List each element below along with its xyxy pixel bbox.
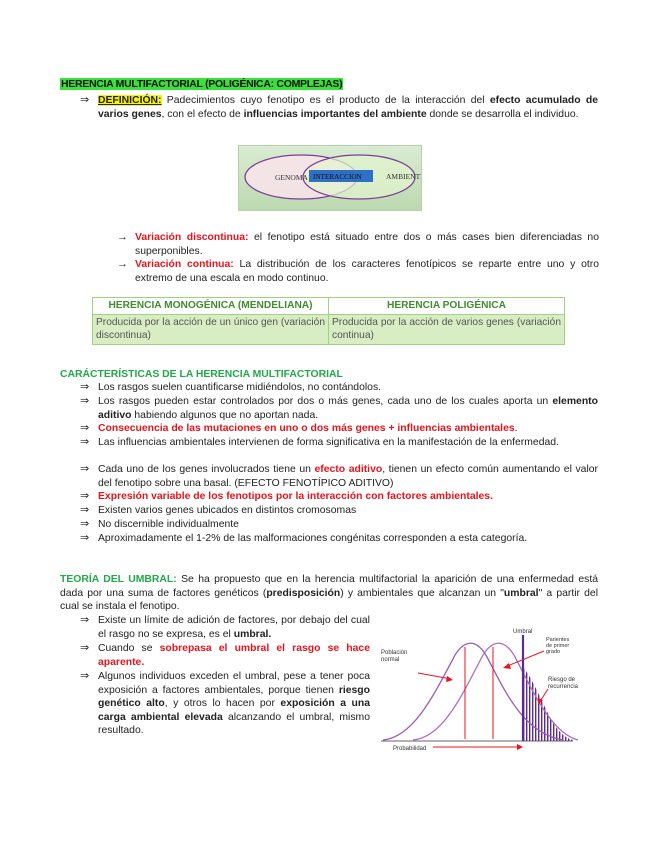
population-pointer [418,673,451,679]
threshold-heading: TEORÍA DEL UMBRAL: [60,574,177,585]
ambiente-label: AMBIENTE [386,172,421,181]
definition-label: DEFINICIÓN: [98,95,162,106]
table-row [93,314,565,344]
poblacion-label-1: Población [381,650,408,656]
parientes-label-2: de primer [546,643,570,649]
table-header-cell: HERENCIA MONOGÉNICA (MENDELIANA) [93,298,329,315]
double-arrow-icon: ⇒ [80,436,90,448]
double-arrow-icon: ⇒ [80,94,90,106]
threshold-distribution-figure [373,627,583,752]
list-item: ⇒ Los rasgos suelen cuantificarse midiéndolos, no contándolos. [80,381,382,393]
genome-environment-diagram [238,145,422,211]
list-item: ⇒ Algunos individuos exceden el umbral, pese a tener poca exposición a factores ambientales, porque tienen riesgo genético alto, y otros lo hacen por exposición a una carga ambiental elevada alcanzando el umbral, mismo resultado. [80,670,370,736]
double-arrow-icon: ⇒ [80,614,90,626]
double-arrow-icon: ⇒ [80,422,90,434]
list-item: ⇒ Los rasgos pueden estar controlados por dos o más genes, cada uno de los cuales aporta un elemento aditivo habiendo algunos que no aportan nada. [80,395,598,421]
table-cell: Producida por la acción de varios genes (variación continua) [329,314,565,344]
list-item: ⇒ Cuando se sobrepasa el umbral el rasgo se hace aparente. [80,642,370,668]
list-item: ⇒ Aproximadamente el 1-2% de las malformaciones congénitas corresponden a esta categoría. [80,532,528,544]
parientes-label-1: Parientes [546,637,570,643]
arrow-icon: → [117,231,128,243]
double-arrow-icon: ⇒ [80,518,90,530]
probability-arrow-icon [517,744,523,750]
list-item: ⇒ Existen varios genes ubicados en distintos cromosomas [80,504,357,516]
variation-continuous: → Variación continua: La distribución de los caracteres fenotípicos se reparte entre uno y otro extremo de una escala en modo continuo. [117,258,599,284]
definition-item: ⇒ DEFINICIÓN: Padecimientos cuyo fenotipo es el producto de la interacción del efecto acumulado de varios genes, con el efecto de influencias importantes del ambiente donde se desarrolla el individuo. [80,94,599,120]
relatives-arrow-icon [503,663,511,669]
riesgo-label-1: Riesgo de [548,677,576,683]
umbral-label: Umbral [513,629,533,635]
poblacion-label-2: normal [381,657,400,663]
double-arrow-icon: ⇒ [80,490,90,502]
list-item: ⇒ Cada uno de los genes involucrados tiene un efecto aditivo, tienen un efecto común aumentando el valor del fenotipo sobre una basal. (EFECTO FENOTÍPICO ADITIVO) [80,463,598,489]
genoma-label: GENOMA [275,173,308,182]
heredity-comparison-table [92,297,565,345]
venn-diagram [239,146,421,210]
double-arrow-icon: ⇒ [80,463,90,475]
double-arrow-icon: ⇒ [80,395,90,407]
table-header-row [93,298,565,315]
probabilidad-label: Probabilidad [393,746,427,752]
population-arrow-icon [446,676,453,682]
double-arrow-icon: ⇒ [80,642,90,654]
double-arrow-icon: ⇒ [80,504,90,516]
list-item: ⇒ Consecuencia de las mutaciones en uno o dos más genes + influencias ambientales. [80,422,518,434]
list-item: ⇒ Las influencias ambientales intervienen de forma significativa en la manifestación de la enfermedad. [80,436,559,448]
list-item: ⇒ Expresión variable de los fenotipos por la interacción con factores ambientales. [80,490,493,502]
threshold-curves [373,627,583,752]
table-cell: Producida por la acción de un único gen (variación discontinua) [93,314,329,344]
double-arrow-icon: ⇒ [80,381,90,393]
list-item: ⇒ No discernible individualmente [80,518,239,530]
title-highlight: HERENCIA MULTIFACTORIAL (POLIGÉNICA: COMPLEJAS) [61,78,343,90]
page-title [60,78,343,92]
interaccion-label: INTERACCION [313,173,362,181]
double-arrow-icon: ⇒ [80,670,90,682]
threshold-theory: TEORÍA DEL UMBRAL: Se ha propuesto que en la herencia multifactorial la aparición de una enfermedad está dada por una suma de factores genéticos (predisposición) y ambientales que alcanzan un "umbral" a partir del cual se instala el fenotipo. [60,574,599,612]
table-header-cell: HERENCIA POLIGÉNICA [329,298,565,315]
list-item: ⇒ Existe un límite de adición de factores, por debajo del cual el rasgo no se expresa, es el umbral. [80,614,370,640]
parientes-label-3: grado [546,649,561,655]
riesgo-label-2: recurrencia [548,684,579,690]
double-arrow-icon: ⇒ [80,532,90,544]
characteristics-heading: CARÁCTERÍSTICAS DE LA HERENCIA MULTIFACTORIAL [60,369,343,380]
arrow-icon: → [117,258,128,270]
variation-discontinuous: → Variación discontinua: el fenotipo está situado entre dos o más cases bien diferenciadas no superponibles. [117,231,599,257]
relatives-pointer [505,651,544,667]
